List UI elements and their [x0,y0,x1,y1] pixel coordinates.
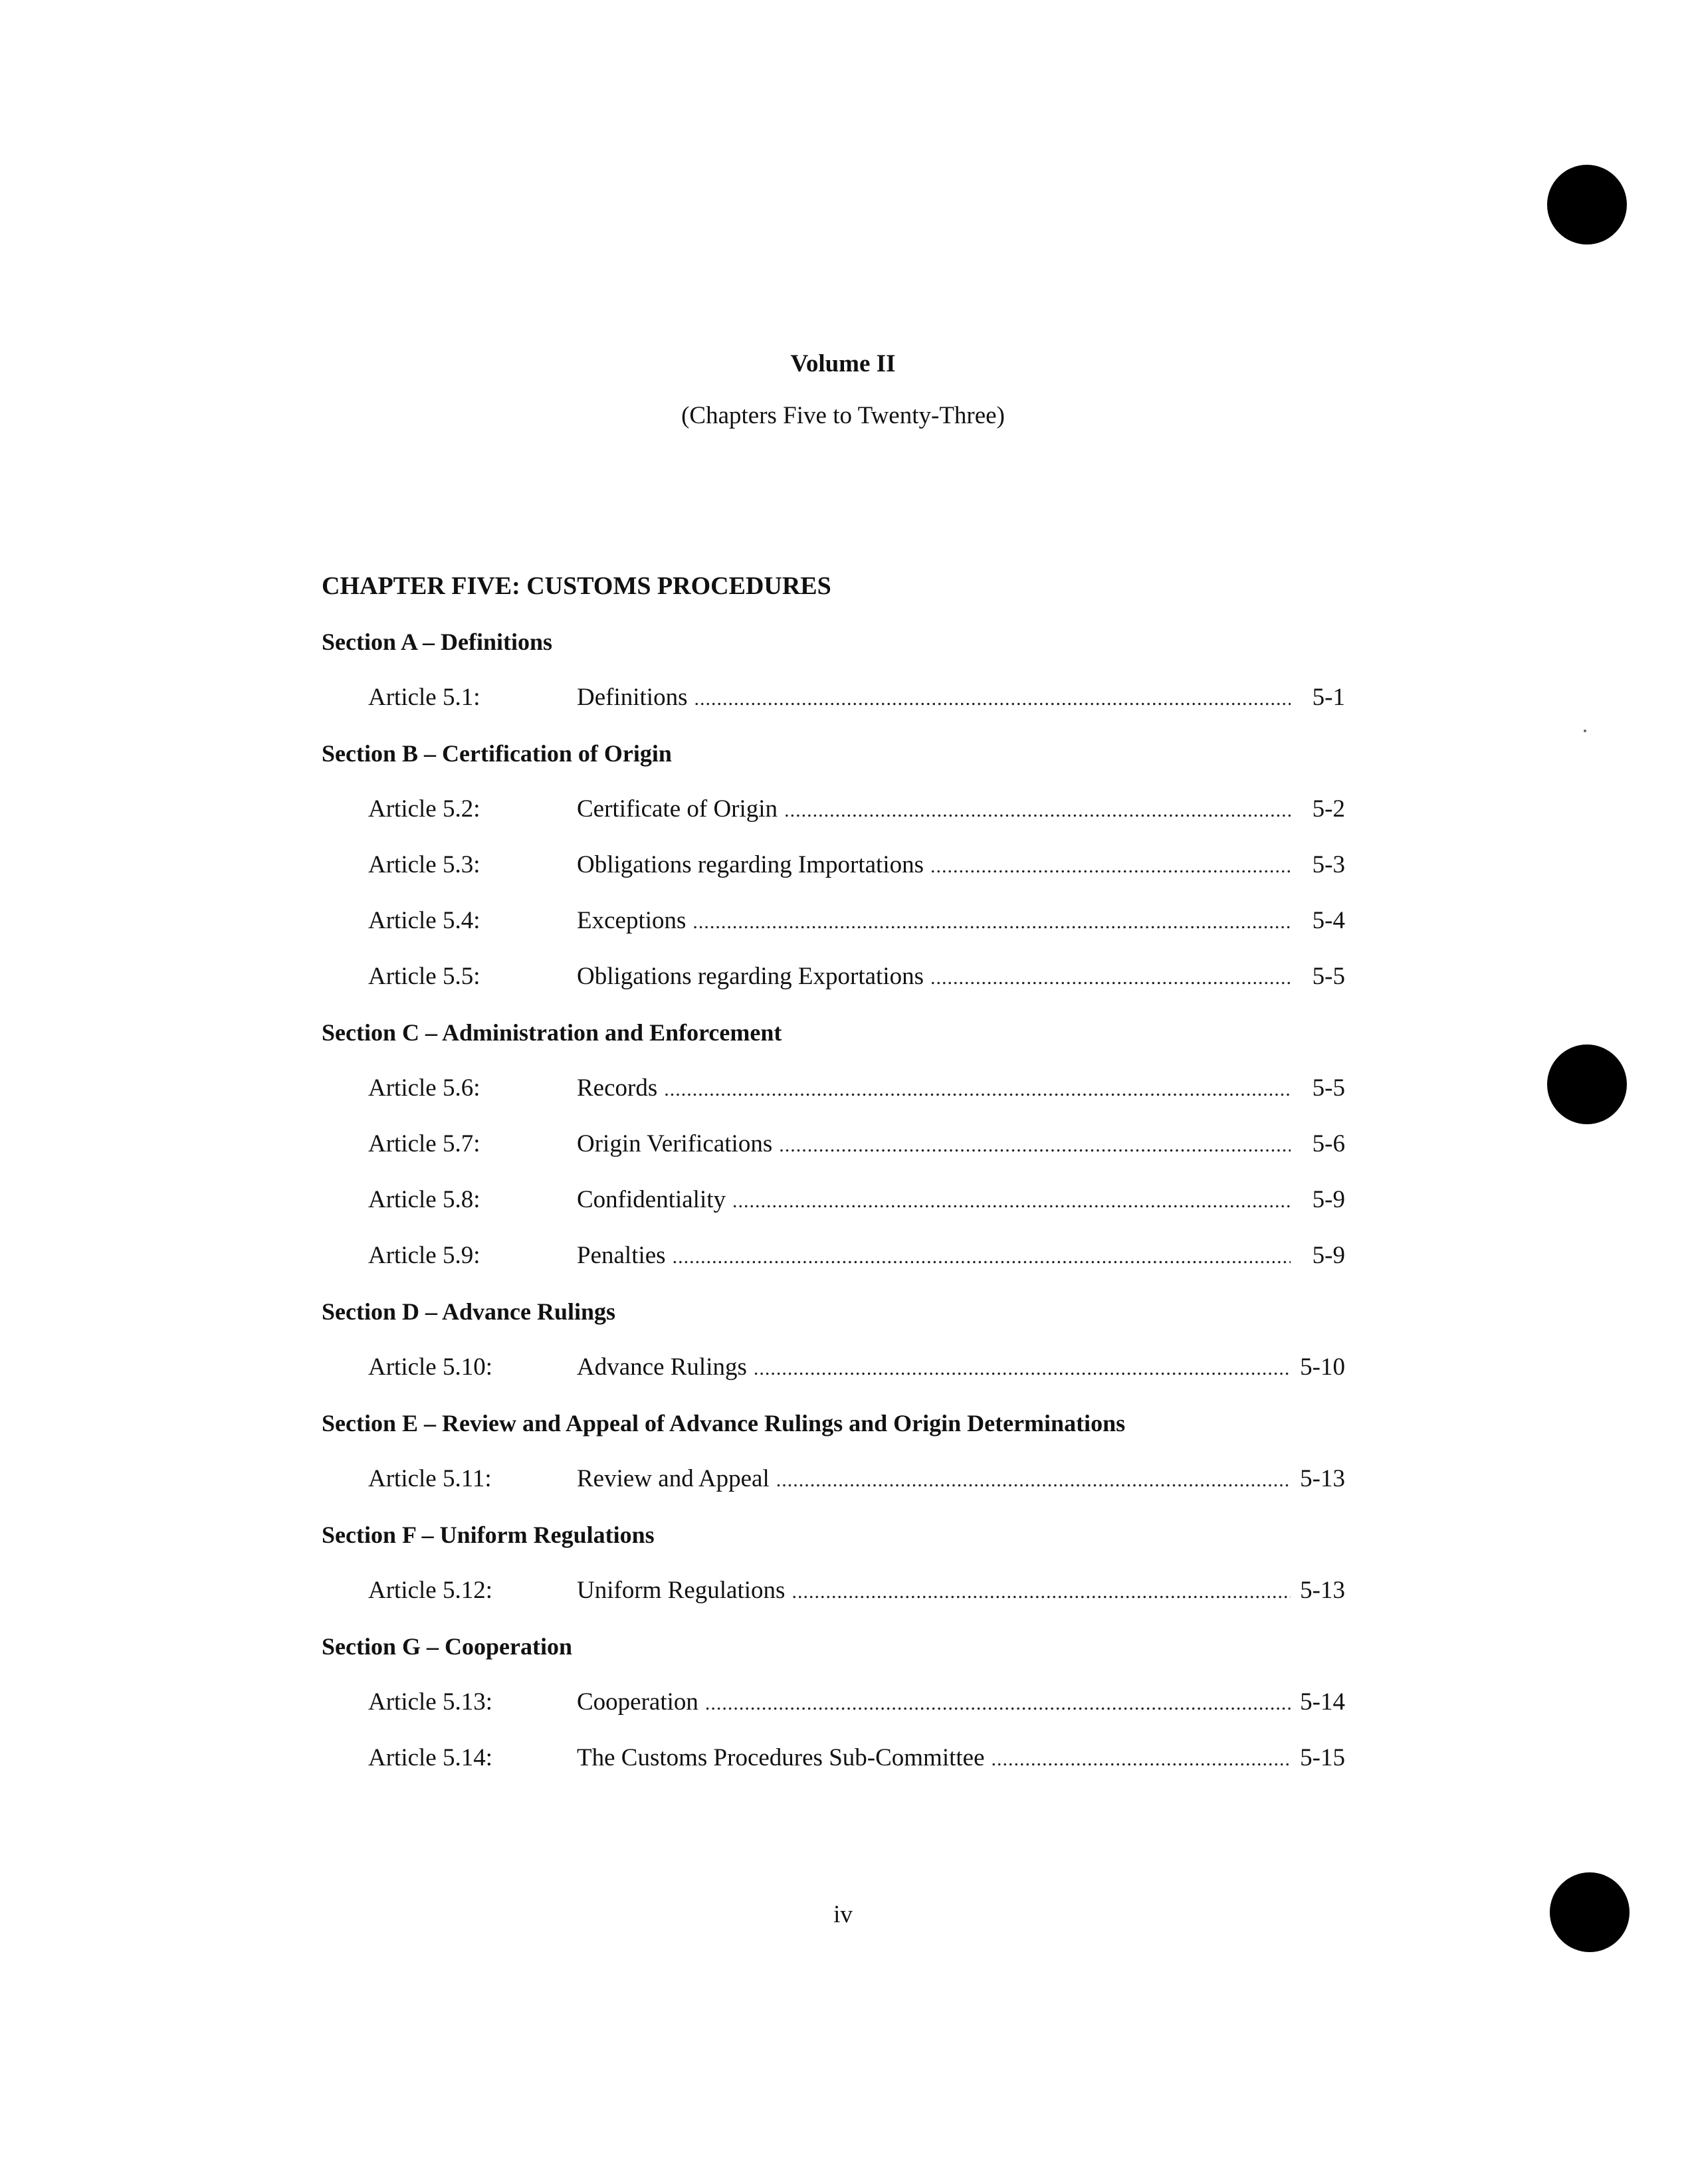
article-title: Exceptions [577,907,686,934]
article-title: Penalties [577,1242,666,1269]
section-heading: Section F – Uniform Regulations [322,1522,655,1548]
toc-entry [322,1068,1345,1124]
article-page-ref: 5-9 [1312,1242,1345,1269]
article-number: Article 5.11: [368,1465,492,1492]
table-of-contents [322,566,1345,1794]
article-title: Obligations regarding Exportations [577,963,924,990]
article-number: Article 5.8: [368,1186,480,1213]
dot-leader [784,791,1291,831]
toc-entry [322,1459,1345,1515]
toc-entry [322,845,1345,901]
page-number: iv [833,1901,853,1928]
dot-leader [930,846,1291,886]
article-title: Confidentiality [577,1186,726,1213]
article-title: Advance Rulings [577,1353,747,1381]
article-page-ref: 5-5 [1312,1074,1345,1102]
article-number: Article 5.5: [368,963,480,990]
toc-entry [322,1347,1345,1403]
article-number: Article 5.10: [368,1353,493,1381]
article-number: Article 5.3: [368,851,480,878]
article-number: Article 5.9: [368,1242,480,1269]
section-heading: Section G – Cooperation [322,1633,572,1660]
dot-leader [694,679,1291,719]
scan-speck [1584,730,1586,732]
dot-leader [992,1739,1291,1779]
article-title: Certificate of Origin [577,795,778,823]
toc-entry [322,789,1345,845]
article-page-ref: 5-1 [1312,684,1345,711]
chapter-heading: CHAPTER FIVE: CUSTOMS PROCEDURES [322,572,831,600]
article-number: Article 5.6: [368,1074,480,1102]
dot-leader [791,1572,1291,1612]
toc-entry [322,1682,1345,1738]
article-number: Article 5.13: [368,1688,493,1716]
article-number: Article 5.7: [368,1130,480,1157]
volume-subtitle: (Chapters Five to Twenty-Three) [681,402,1005,429]
article-page-ref: 5-6 [1312,1130,1345,1157]
article-title: Cooperation [577,1688,698,1716]
dot-leader [692,902,1291,942]
dot-leader [664,1070,1291,1110]
article-page-ref: 5-10 [1300,1353,1345,1381]
section-heading: Section E – Review and Appeal of Advance Rulings and Origin Determinations [322,1410,1126,1437]
article-page-ref: 5-9 [1312,1186,1345,1213]
article-page-ref: 5-2 [1312,795,1345,823]
article-number: Article 5.1: [368,684,480,711]
article-page-ref: 5-13 [1300,1465,1345,1492]
article-page-ref: 5-3 [1312,851,1345,878]
article-title: Origin Verifications [577,1130,773,1157]
article-title: Definitions [577,684,688,711]
dot-leader [930,958,1291,998]
toc-entry [322,1738,1345,1794]
article-page-ref: 5-5 [1312,963,1345,990]
dot-leader [673,1237,1291,1277]
volume-title: Volume II [790,350,896,377]
article-page-ref: 5-4 [1312,907,1345,934]
article-number: Article 5.4: [368,907,480,934]
punch-hole-top [1547,165,1627,245]
article-number: Article 5.12: [368,1577,493,1604]
dot-leader [732,1181,1291,1221]
punch-hole-middle [1547,1044,1627,1124]
dot-leader [779,1126,1291,1165]
section-heading: Section A – Definitions [322,629,553,655]
section-heading: Section B – Certification of Origin [322,740,672,767]
toc-entry [322,1236,1345,1292]
article-number: Article 5.2: [368,795,480,823]
article-page-ref: 5-14 [1300,1688,1345,1716]
toc-entry [322,957,1345,1013]
article-title: Uniform Regulations [577,1577,786,1604]
toc-entry [322,1571,1345,1627]
dot-leader [705,1684,1291,1724]
section-heading: Section C – Administration and Enforcement [322,1019,782,1046]
toc-entry [322,1180,1345,1236]
dot-leader [754,1349,1291,1389]
article-number: Article 5.14: [368,1744,493,1771]
article-page-ref: 5-13 [1300,1577,1345,1604]
section-heading: Section D – Advance Rulings [322,1298,616,1325]
toc-entry [322,901,1345,957]
article-title: Records [577,1074,658,1102]
article-title: The Customs Procedures Sub-Committee [577,1744,985,1771]
toc-entry [322,1124,1345,1180]
article-title: Obligations regarding Importations [577,851,924,878]
dot-leader [776,1460,1291,1500]
article-title: Review and Appeal [577,1465,770,1492]
article-page-ref: 5-15 [1300,1744,1345,1771]
toc-entry [322,678,1345,734]
